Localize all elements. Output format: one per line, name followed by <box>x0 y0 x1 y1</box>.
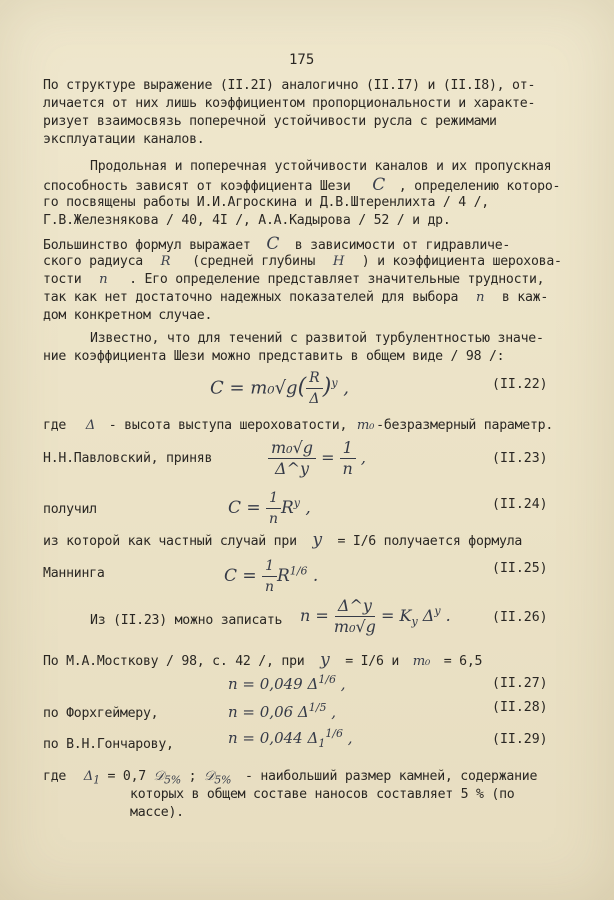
eq26-den: m₀√g <box>333 617 376 636</box>
symbol-y: y <box>320 650 330 670</box>
text-line <box>43 272 544 288</box>
text-line: эксплуатации каналов. <box>43 132 205 147</box>
text-fragment: тости <box>43 272 82 287</box>
symbol-delta: Δ <box>85 418 96 433</box>
symbol-n: n <box>475 290 485 305</box>
text-line: го посвящены работы И.И.Агроскина и Д.В.Штеренлихта / 4 /, <box>43 195 489 210</box>
text-line: по В.Н.Гончарову, <box>43 737 174 752</box>
eq24-exp: y <box>293 496 301 510</box>
eq25-R: R <box>276 566 290 586</box>
eq29-body: n = 0,044 Δ <box>228 729 319 747</box>
semicolon: ; <box>188 769 197 784</box>
text-line <box>43 254 562 270</box>
text-fragment: где <box>43 769 67 784</box>
text-line: массе). <box>130 805 184 820</box>
eq22-exp: y <box>331 376 338 390</box>
eq26-delta: Δ <box>422 606 435 625</box>
text-line: дом конкретном случае. <box>43 308 213 323</box>
eq22-lhs: C = m₀√g <box>210 377 298 399</box>
equation-number: (II.25) <box>492 561 548 576</box>
text-line: ризует взаимосвязь поперечной устойчивости русла с режимами <box>43 114 497 129</box>
eq23-rhs-num: 1 <box>340 438 356 459</box>
text-fragment: в каж- <box>501 290 549 305</box>
text-line <box>43 236 510 254</box>
eq26-sub: y <box>411 615 418 629</box>
where-delta: Δ <box>83 769 94 784</box>
equation-number: (II.24) <box>492 497 548 512</box>
text-fragment: в зависимости от гидравличе- <box>294 238 511 253</box>
eq25-den: n <box>265 579 275 595</box>
equation-24: C = $\frac{1}{n}$ $R^y$ , <box>228 490 311 527</box>
symbol-m0: m₀ <box>412 654 431 669</box>
equation-28: n = 0,06 $\Delta^{1/5}$ , <box>228 701 337 721</box>
text-fragment: ) и коэффициента шерохова- <box>361 254 562 269</box>
equation-23: $\frac{\text{m₀√g}}{\Delta\^{}y}$ = $\frac{1}{n}$ , <box>268 438 366 479</box>
text-line <box>43 532 522 550</box>
symbol-R: R <box>160 254 171 269</box>
D5-symbol: 𝒟 <box>204 769 215 784</box>
where-delta-sub: 1 <box>93 773 100 787</box>
text-fragment: (средней глубины <box>192 254 316 269</box>
equation-22: C = m₀√g( $\frac{R}{\Delta}$ )$^y$ , <box>210 370 349 407</box>
D5-symbol: 𝒟 <box>153 769 164 784</box>
symbol-C: C <box>266 234 280 254</box>
text-line <box>43 652 482 670</box>
text-line: Н.Н.Павловский, приняв <box>43 451 213 466</box>
eq23-num: m₀√g <box>268 438 316 459</box>
text-fragment: где <box>43 418 67 433</box>
text-fragment: = I/6 и <box>345 654 400 669</box>
text-line <box>43 769 537 789</box>
text-fragment: способность зависят от коэффициента Шези <box>43 179 351 194</box>
symbol-C: C <box>372 175 386 195</box>
text-line: Из (II.23) можно записать <box>90 613 283 628</box>
text-line: Маннинга <box>43 566 105 581</box>
D5-sub: 5% <box>214 773 232 787</box>
equation-number: (II.28) <box>492 700 548 715</box>
eq25-num: 1 <box>262 556 277 577</box>
eq23-den: Δ^y <box>275 459 310 478</box>
equation-26: n = $\frac{\Delta\^{}y}{\text{m₀√g}}$ = $K_y$ $\Delta^y$ . <box>300 596 451 636</box>
equation-29: n = 0,044 $\Delta_1^{1/6}$ , <box>228 727 353 750</box>
text-line: Продольная и поперечная устойчивости каналов и их пропускная <box>90 159 552 174</box>
eq27-body: n = 0,049 Δ <box>228 675 319 693</box>
eq24-R: R <box>280 498 294 518</box>
page-number: 175 <box>289 52 315 68</box>
text-line <box>43 290 548 306</box>
symbol-H: H <box>332 254 345 269</box>
text-fragment: из которой как частный случай при <box>43 534 297 549</box>
text-line <box>43 418 553 434</box>
equation-number: (II.22) <box>492 377 548 392</box>
eq28-body: n = 0,06 Δ <box>228 703 309 721</box>
symbol-y: y <box>312 530 322 550</box>
equation-27: n = 0,049 $\Delta^{1/6}$ , <box>228 673 346 693</box>
equation-number: (II.23) <box>492 451 548 466</box>
text-fragment: - наибольший размер камней, содержание <box>244 769 538 784</box>
text-line: Известно, что для течений с развитой турбулентностью значе- <box>90 331 544 346</box>
eq22-den: Δ <box>309 391 320 407</box>
eq26-lhs: n = <box>300 606 329 625</box>
text-fragment: -безразмерный параметр. <box>376 418 554 433</box>
text-line <box>43 177 560 195</box>
text-fragment: , определению которо- <box>398 179 561 194</box>
text-fragment: так как нет достаточно надежных показателей для выбора <box>43 290 459 305</box>
equation-25: C = $\frac{1}{n}$ $R^{1/6}$ . <box>224 558 319 595</box>
eq26-exp: y <box>434 604 441 618</box>
eq24-den: n <box>269 511 279 527</box>
symbol-m0: m₀ <box>356 418 375 433</box>
eq25-lhs: C = <box>224 566 257 586</box>
text-line: по Форхгеймеру, <box>43 706 159 721</box>
text-line: По структуре выражение (II.2I) аналогично (II.I7) и (II.I8), от- <box>43 78 536 93</box>
where-eq: = 0,7 <box>107 769 146 784</box>
text-fragment: Большинство формул выражает <box>43 238 251 253</box>
eq26-rhs: = K <box>381 606 412 625</box>
eq26-num: Δ^y <box>335 596 375 617</box>
text-fragment: = 6,5 <box>443 654 483 669</box>
text-line: личается от них лишь коэффициентом пропорциональности и характе- <box>43 96 536 111</box>
eq29-sub: 1 <box>318 737 326 750</box>
eq24-num: 1 <box>266 488 281 509</box>
eq24-lhs: C = <box>228 498 261 518</box>
text-fragment: По М.А.Мосткову / 98, с. 42 /, при <box>43 654 305 669</box>
text-line: которых в общем составе наносов составляет 5 % (по <box>130 787 515 802</box>
eq25-exp: 1/6 <box>289 564 308 578</box>
equation-number: (II.29) <box>492 732 548 747</box>
eq29-exp: 1/6 <box>325 727 344 740</box>
equation-number: (II.26) <box>492 610 548 625</box>
text-line: ние коэффициента Шези можно представить в общем виде / 98 /: <box>43 349 505 364</box>
symbol-n: n <box>99 272 108 287</box>
D5-sub: 5% <box>163 773 181 787</box>
eq22-num: R <box>306 368 323 389</box>
text-fragment: - высота выступа шероховатости, <box>108 418 348 433</box>
eq27-exp: 1/6 <box>318 673 337 686</box>
eq28-exp: 1/5 <box>308 701 327 714</box>
equation-number: (II.27) <box>492 676 548 691</box>
text-line: получил <box>43 502 97 517</box>
text-fragment: = I/6 получается формула <box>337 534 523 549</box>
text-fragment: . Его определение представляет значительные трудности, <box>129 272 545 287</box>
eq23-rhs-den: n <box>342 459 353 478</box>
text-fragment: ского радиуса <box>43 254 143 269</box>
text-line: Г.В.Железнякова / 40, 4I /, А.А.Кадырова / 52 / и др. <box>43 213 451 228</box>
